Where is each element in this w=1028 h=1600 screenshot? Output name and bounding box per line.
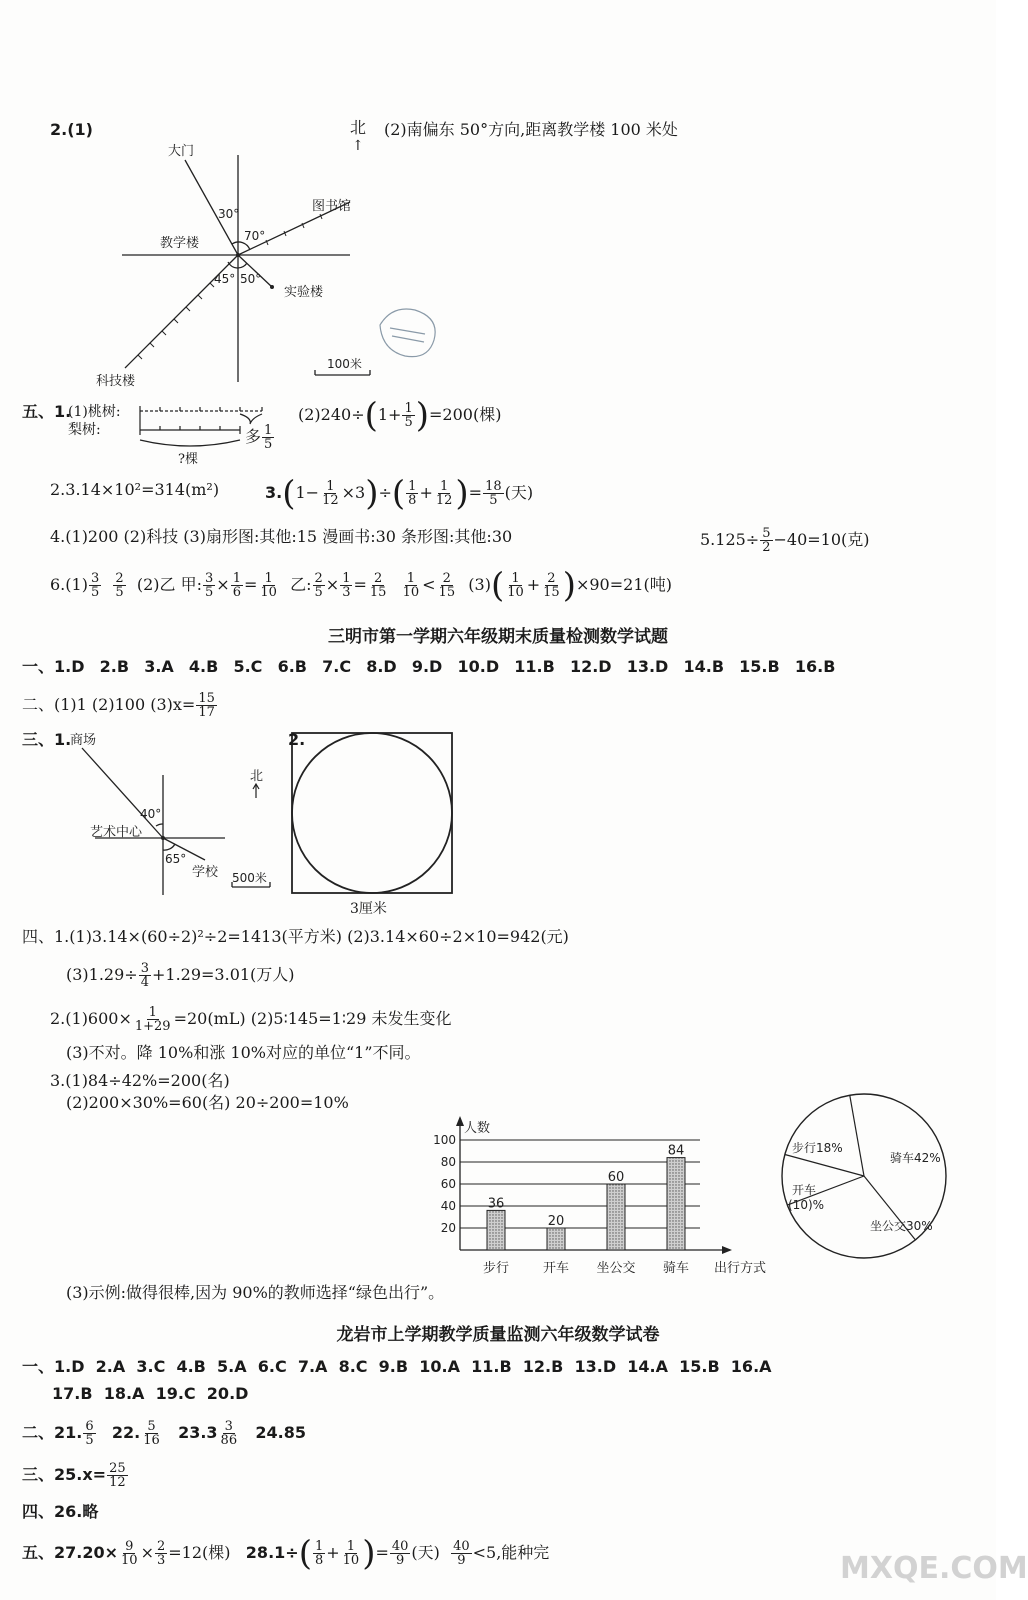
north-label: 北 — [350, 118, 367, 137]
x-tick-label-步行: 步行 — [482, 1261, 510, 1276]
longyan-part4: 四、26.略 — [22, 1502, 99, 1521]
v1-2: (2)240÷(1+ $\frac{1}{5}$ )=200(棵) — [298, 395, 502, 436]
bar-value-步行: 36 — [487, 1196, 505, 1212]
label-art-center: 艺术中心 — [90, 825, 143, 840]
label-teaching-building: 教学楼 — [160, 236, 200, 251]
label-gate: 大门 — [168, 144, 195, 159]
v1-more: 多 $\frac{1}{5}$ — [245, 423, 273, 452]
pie-divider-3 — [785, 1155, 864, 1176]
label-school: 学校 — [192, 865, 219, 880]
scale-500m: 500米 — [232, 871, 267, 885]
sanming-p4-1: 四、1.(1)3.14×(60÷2)²÷2=1413(平方米) (2)3.14×60÷2×10=942(元) — [22, 927, 569, 946]
y-axis-arrow-icon — [456, 1116, 464, 1126]
longyan-part3: 三、25.x= $\frac{25}{12}$ — [22, 1461, 126, 1490]
angle-65: 65° — [165, 852, 187, 866]
pie-divider-0 — [850, 1095, 864, 1176]
angle-40: 40° — [140, 807, 162, 821]
sanming-p4-3-2: (2)200×30%=60(名) 20÷200=10% — [66, 1093, 349, 1112]
angle-30: 30° — [218, 207, 240, 221]
watermark: MXQE.COM — [840, 1551, 1028, 1586]
pie-label-2-line2: (10)% — [788, 1198, 825, 1212]
sanming-q2-label: 2. — [288, 730, 306, 749]
angle-70: 70° — [244, 229, 266, 243]
pie-label-3: 步行18% — [792, 1141, 843, 1155]
y-tick-label-20: 20 — [440, 1221, 456, 1235]
v1-pear: 梨树: — [68, 422, 101, 438]
y-tick-label-100: 100 — [433, 1133, 456, 1147]
v1-question: ?棵 — [178, 452, 198, 467]
longyan-part5: 五、27.20× $\frac{9}{10}$ × $\frac{2}{3}$ =12(棵) 28.1÷( $\frac{1}{8}$ + $\frac{1}{10}$ )= $\frac{40}{9}$ (天) $\frac{40}{9}$ <5,能种完 — [22, 1533, 550, 1574]
v2: 2.3.14×10²=314(m²) — [50, 480, 220, 499]
pie-label-0: 骑车42% — [890, 1151, 941, 1165]
sanming-part1: 一、1.D 2.B 3.A 4.B 5.C 6.B 7.C 8.D 9.D 10.D 11.B 12.D 13.D 14.B 15.B 16.B — [22, 657, 836, 676]
longyan-part1b: 17.B 18.A 19.C 20.D — [52, 1384, 249, 1403]
x-tick-label-开车: 开车 — [542, 1261, 570, 1276]
sanming-p4-3-3: (3)示例:做得很棒,因为 90%的教师选择“绿色出行”。 — [66, 1283, 445, 1302]
sanming-p4-2-3: (3)不对。降 10%和涨 10%对应的单位“1”不同。 — [66, 1043, 421, 1062]
v1-peach: (1)桃树: — [68, 404, 121, 420]
square-side-label: 3厘米 — [350, 901, 387, 917]
y-axis-label: 人数 — [464, 1121, 491, 1136]
longyan-part2: 二、21. $\frac{6}{5}$ 22. $\frac{5}{16}$ 23.3 $\frac{3}{86}$ 24.85 — [22, 1419, 306, 1448]
north-label-2: 北 — [250, 769, 264, 784]
q2-label: 2.(1) — [50, 120, 93, 139]
bar-骑车 — [667, 1158, 685, 1250]
y-tick-label-40: 40 — [440, 1199, 456, 1213]
travel-pie-chart — [778, 1090, 950, 1262]
longyan-part1a: 一、1.D 2.A 3.C 4.B 5.A 6.C 7.A 8.C 9.B 10.A 11.B 12.B 13.D 14.A 15.B 16.A — [22, 1357, 772, 1376]
sanming-p4-3-1: 3.(1)84÷42%=200(名) — [50, 1071, 230, 1090]
q2-answer-2: (2)南偏东 50°方向,距离教学楼 100 米处 — [384, 120, 678, 139]
x-axis-arrow-icon — [722, 1246, 732, 1254]
bar-value-开车: 20 — [547, 1214, 565, 1229]
sanming-part2: 二、(1)1 (2)100 (3)x= $\frac{15}{17}$ — [22, 691, 215, 720]
sanming-p4-2: 2.(1)600× $\frac{1}{1+29}$ =20(mL) (2)5∶145=1∶29 未发生变化 — [50, 1005, 452, 1034]
label-tech-building: 科技楼 — [96, 374, 136, 389]
travel-bar-chart — [420, 1100, 767, 1285]
square-with-circle — [292, 733, 452, 893]
v4: 4.(1)200 (2)科技 (3)扇形图:其他:15 漫画书:30 条形图:其他:30 — [50, 527, 513, 546]
v3: 3.(1− $\frac{1}{12}$ ×3)÷( $\frac{1}{8}$ + $\frac{1}{12}$ )= $\frac{18}{5}$ (天) — [265, 473, 534, 514]
angle-45: 45° — [214, 272, 236, 286]
pie-label-2-line1: 开车 — [792, 1183, 817, 1197]
bar-开车 — [547, 1228, 565, 1250]
north-arrow-icon: ↑ — [352, 138, 364, 154]
scale-100m: 100米 — [327, 357, 362, 371]
angle-50: 50° — [240, 272, 262, 286]
v6: 6.(1) $\frac{3}{5}$ $\frac{2}{5}$ (2)乙 甲: $\frac{3}{5}$ × $\frac{1}{6}$ = $\frac{1}{10}$ 乙: $\frac{2}{5}$ × $\frac{1}{3}$ = $\frac{2}{15}$ $\frac{1}{10}$ < $\frac{2}{15}$ (3)( $\frac{1}{10}$ + $\frac{2}{15}$ )×90=21(吨) — [50, 565, 672, 606]
x-tick-label-坐公交: 坐公交 — [596, 1261, 636, 1276]
bar-value-坐公交: 60 — [607, 1170, 625, 1185]
y-tick-label-80: 80 — [440, 1155, 456, 1169]
v1-label: 五、1. — [22, 402, 72, 421]
label-library: 图书馆 — [312, 199, 352, 214]
label-mall: 商场 — [70, 733, 97, 748]
bar-value-骑车: 84 — [667, 1143, 685, 1159]
bar-坐公交 — [607, 1184, 625, 1250]
label-lab-building: 实验楼 — [284, 285, 324, 300]
north-arrow-icon-2 — [253, 784, 259, 798]
sanming-title: 三明市第一学期六年级期末质量检测数学试题 — [328, 627, 668, 647]
v5: 5.125÷ $\frac{5}{2}$ −40=10(克) — [700, 526, 870, 555]
x-axis-label: 出行方式 — [714, 1261, 767, 1276]
sanming-part3-label: 三、1. — [22, 730, 72, 749]
y-tick-label-60: 60 — [440, 1177, 456, 1191]
pie-label-2 — [788, 1183, 824, 1212]
pie-label-1: 坐公交30% — [870, 1219, 933, 1233]
longyan-title: 龙岩市上学期教学质量监测六年级数学试卷 — [336, 1325, 660, 1345]
sanming-p4-1-3: (3)1.29÷ $\frac{3}{4}$ +1.29=3.01(万人) — [66, 961, 295, 990]
x-tick-label-骑车: 骑车 — [662, 1261, 690, 1276]
bar-步行 — [487, 1210, 505, 1250]
